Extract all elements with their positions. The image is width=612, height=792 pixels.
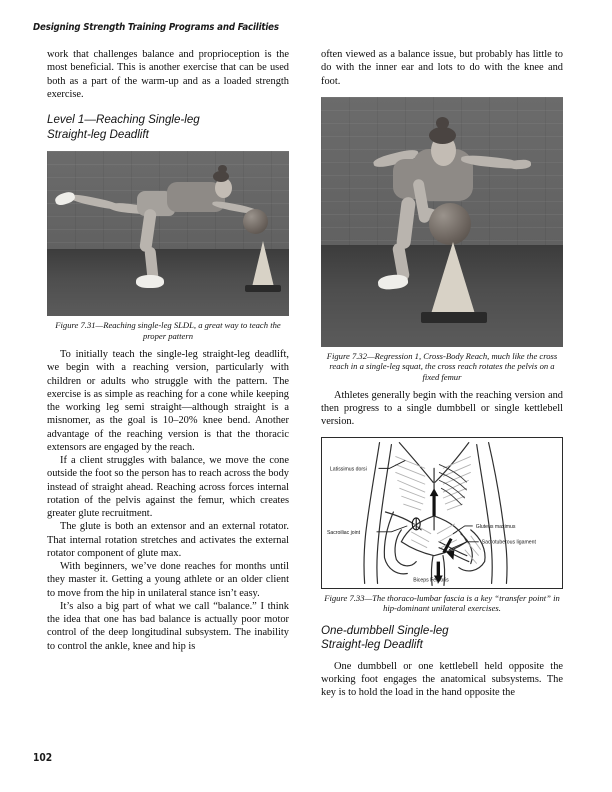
left-paragraph-2: To initially teach the single-leg straight-leg deadlift, we begin with a reaching version, particularly with children or adults who struggle with the pattern. The exercise is as simple as reaching for a cone while keeping the working leg semi straight—although straight is a misnomer, as the goal is 10–20% knee bend. Another advantage of the reaching version is that the thoracic extensors are engaged by the reach. xyxy=(47,349,289,453)
figure-7-32 xyxy=(321,97,563,382)
left-paragraph-5: With beginners, we’ve done reaches for months until they master it. Getting a young athlete or an older client to move from the hip in unilateral stance isn’t easy. xyxy=(47,561,289,599)
figure-7-31-photo xyxy=(47,151,289,316)
left-paragraph-1: work that challenges balance and proprioception is the most beneficial. This is another exercise that can be used both as a part of the warm-up and as a loaded strength exercise. xyxy=(47,49,289,100)
heading-one-dumbbell-line-2: Straight-leg Deadlift xyxy=(321,638,423,652)
figure-7-32-photo xyxy=(321,97,563,347)
right-paragraph-3: One dumbbell or one kettlebell held opposite the working foot engages the anatomical subsystems. The key is to hold the load in the hand opposite the xyxy=(321,660,563,699)
right-paragraph-1: often viewed as a balance issue, but probably has little to do with the inner ear and lots to do with the knee and foot. xyxy=(321,49,563,87)
figure-7-31-caption: Figure 7.31—Reaching single-leg SLDL, a great way to teach the proper pattern xyxy=(55,320,281,341)
left-column xyxy=(47,48,289,653)
force-arrow xyxy=(430,488,439,516)
right-paragraph-2: Athletes generally begin with the reaching version and then progress to a single dumbbell or single kettlebell version. xyxy=(321,389,563,428)
figure-7-33 xyxy=(321,437,563,614)
running-head: Designing Strength Training Programs and Facilities xyxy=(33,22,279,33)
label-gluteus-maximus: Gluteus maximus xyxy=(475,523,516,530)
figure-7-33-caption: Figure 7.33—The thoraco-lumbar fascia is a key “transfer point” in hip-dominant unilateral exercises. xyxy=(324,592,560,614)
label-sacrotuberous-ligament: Sacrotuberous ligament xyxy=(481,539,536,546)
training-cone xyxy=(431,242,475,314)
page-number: 102 xyxy=(33,753,53,764)
label-sacroiliac-joint: Sacroiliac joint xyxy=(326,529,361,536)
thoracolumbar-fascia-illustration xyxy=(322,438,562,588)
left-paragraph-3: If a client struggles with balance, we move the cone outside the foot so the person has to reach across the body instead of straight ahead. Reaching across forces internal rotation of the pelvis against the femur, which creates greater glute recruitment. xyxy=(47,455,289,519)
left-paragraph-6: It’s also a big part of what we call “balance.” I think the idea that one has bad balance is actually poor motor control of the deep longitudinal subsystem. The inability to control the ankle, knee and hip is xyxy=(47,600,289,652)
two-column-body xyxy=(47,48,563,738)
left-paragraph-4: The glute is both an extensor and an external rotator. That internal rotation stretches and activates the external rotator component of glute max. xyxy=(47,521,289,559)
cone-base xyxy=(421,312,487,323)
figure-7-31 xyxy=(47,151,289,341)
cone-base xyxy=(245,285,281,292)
heading-level-1-line-1: Level 1—Reaching Single-leg xyxy=(47,113,200,126)
figure-7-32-caption: Figure 7.32—Regression 1, Cross-Body Reach, much like the cross reach in a single-leg squat, the cross reach rotates the pelvis on a fixed femur xyxy=(326,350,558,382)
medicine-ball xyxy=(429,203,471,245)
label-latissimus-dorsi: Latissimus dorsi xyxy=(329,466,367,473)
right-column xyxy=(321,48,563,699)
label-biceps-femoris: Biceps Femoris xyxy=(413,577,449,584)
heading-one-dumbbell-line-1: One-dumbbell Single-leg xyxy=(321,623,449,637)
training-cone xyxy=(252,241,274,287)
figure-7-33-diagram xyxy=(321,437,563,589)
heading-level-1-line-2: Straight-leg Deadlift xyxy=(47,127,149,141)
